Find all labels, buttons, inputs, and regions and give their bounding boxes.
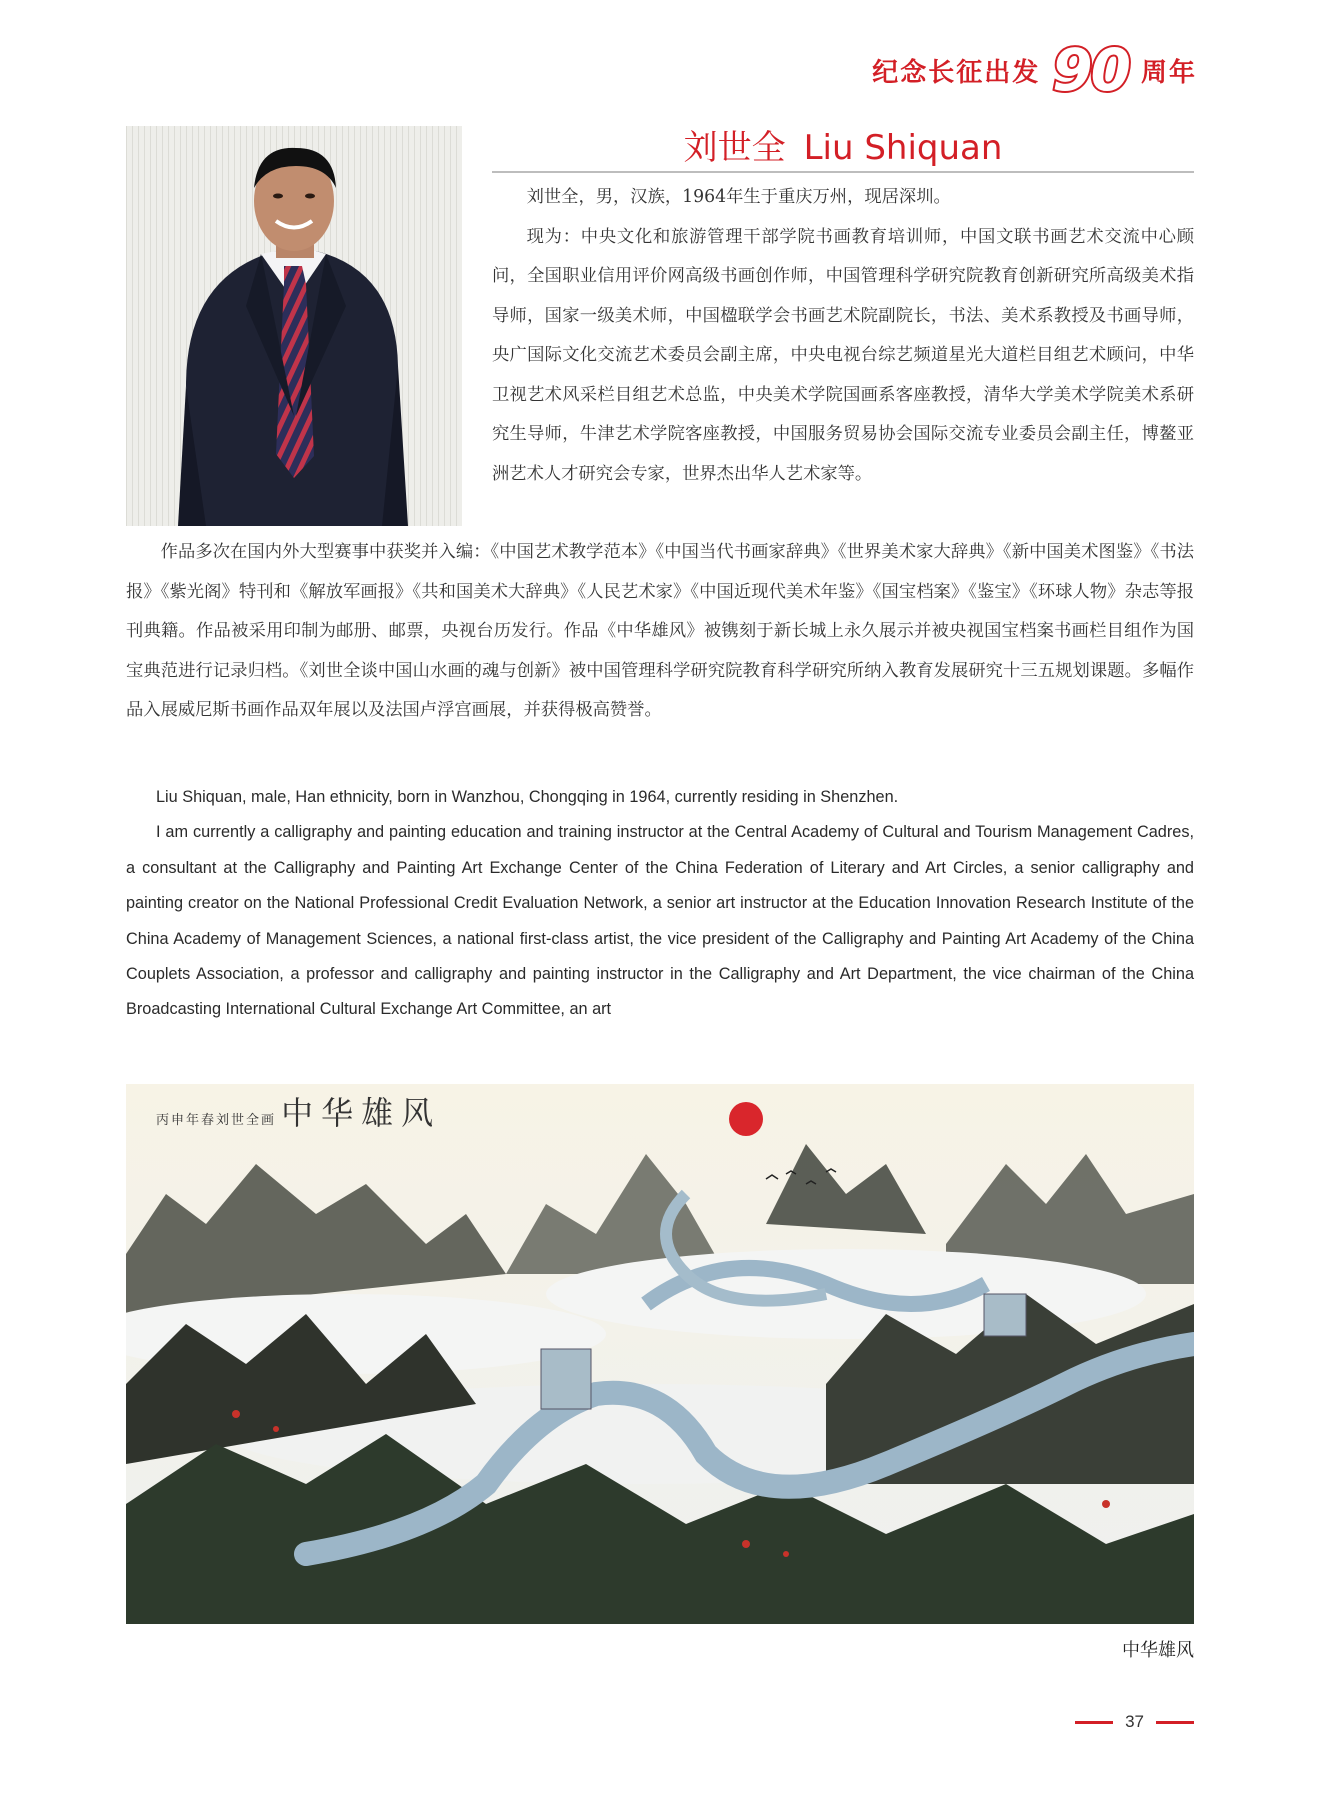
title-divider — [492, 171, 1194, 173]
chinese-bio-paragraph: 刘世全，男，汉族，1964年生于重庆万州，现居深圳。 — [526, 187, 951, 207]
page-number-right-rule — [1156, 1721, 1194, 1724]
painting-inscription — [150, 1088, 441, 1134]
page-title — [492, 120, 1194, 170]
artist-portrait-photo — [126, 126, 462, 526]
title-chinese: 刘世全 — [683, 128, 786, 168]
page-number: 37 — [1125, 1712, 1144, 1731]
painting-caption: 中华雄风 — [1122, 1640, 1194, 1661]
chinese-works-section — [126, 533, 1194, 731]
english-bio-paragraph: Liu Shiquan, male, Han ethnicity, born in Wanzhou, Chongqing in 1964, currently residing in Shenzhen. — [156, 788, 899, 806]
title-english: Liu Shiquan — [803, 128, 1003, 168]
inscription-signature: 丙申年春刘世全画 — [156, 1113, 277, 1128]
english-bio-section — [126, 780, 1194, 1028]
english-bio-paragraph: I am currently a calligraphy and painting education and training instructor at the Central Academy of Cultural and Tourism Management Cadres, a consultant at the Calligraphy and Painting Art Exchange Center of the China Federation of Literary and Art Circles, a senior calligraphy and painting creator on the National Professional Credit Evaluation Network, a senior art instructor at the Education Innovation Research Institute of the China Academy of Management Sciences, a national first-class artist, the vice president of the Calligraphy and Painting Art Academy of the China Couplets Association, a professor and calligraphy and painting instructor in the Calligraphy and Art Department, the vice chairman of the China Broadcasting International Cultural Exchange Art Committee, an art — [126, 823, 1194, 1019]
banner-suffix: 周年 — [1140, 57, 1197, 88]
page-number-left-rule — [1075, 1721, 1113, 1724]
page-number-footer — [1075, 1712, 1194, 1732]
great-wall-painting — [126, 1084, 1194, 1624]
commemoration-banner — [872, 36, 1197, 104]
banner-number: 90 — [1052, 36, 1129, 104]
banner-text: 纪念长征出发 — [872, 57, 1041, 88]
chinese-bio-column — [492, 178, 1194, 494]
chinese-bio-paragraph: 现为：中央文化和旅游管理干部学院书画教育培训师，中国文联书画艺术交流中心顾问，全国职业信用评价网高级书画创作师，中国管理科学研究院教育创新研究所高级美术指导师，国家一级美术师，中国楹联学会书画艺术院副院长，书法、美术系教授及书画导师，央广国际文化交流艺术委员会副主席，中央电视台综艺频道星光大道栏目组艺术顾问，中华卫视艺术风采栏目组艺术总监，中央美术学院国画系客座教授，清华大学美术学院美术系研究生导师，牛津艺术学院客座教授，中国服务贸易协会国际交流专业委员会副主任，博鳌亚洲艺术人才研究会专家，世界杰出华人艺术家等。 — [492, 226, 1194, 484]
inscription-title: 中华雄风 — [281, 1094, 442, 1132]
chinese-bio-paragraph: 作品多次在国内外大型赛事中获奖并入编：《中国艺术教学范本》《中国当代书画家辞典》《世界美术家大辞典》《新中国美术图鉴》《书法报》《紫光阁》特刊和《解放军画报》《共和国美术大辞典》《人民艺术家》《中国近现代美术年鉴》《国宝档案》《鉴宝》《环球人物》杂志等报刊典籍。作品被采用印制为邮册、邮票，央视台历发行。作品《中华雄风》被镌刻于新长城上永久展示并被央视国宝档案书画栏目组作为国宝典范进行记录归档。《刘世全谈中国山水画的魂与创新》被中国管理科学研究院教育科学研究所纳入教育发展研究十三五规划课题。多幅作品入展威尼斯书画作品双年展以及法国卢浮宫画展，并获得极高赞誉。 — [126, 542, 1194, 720]
